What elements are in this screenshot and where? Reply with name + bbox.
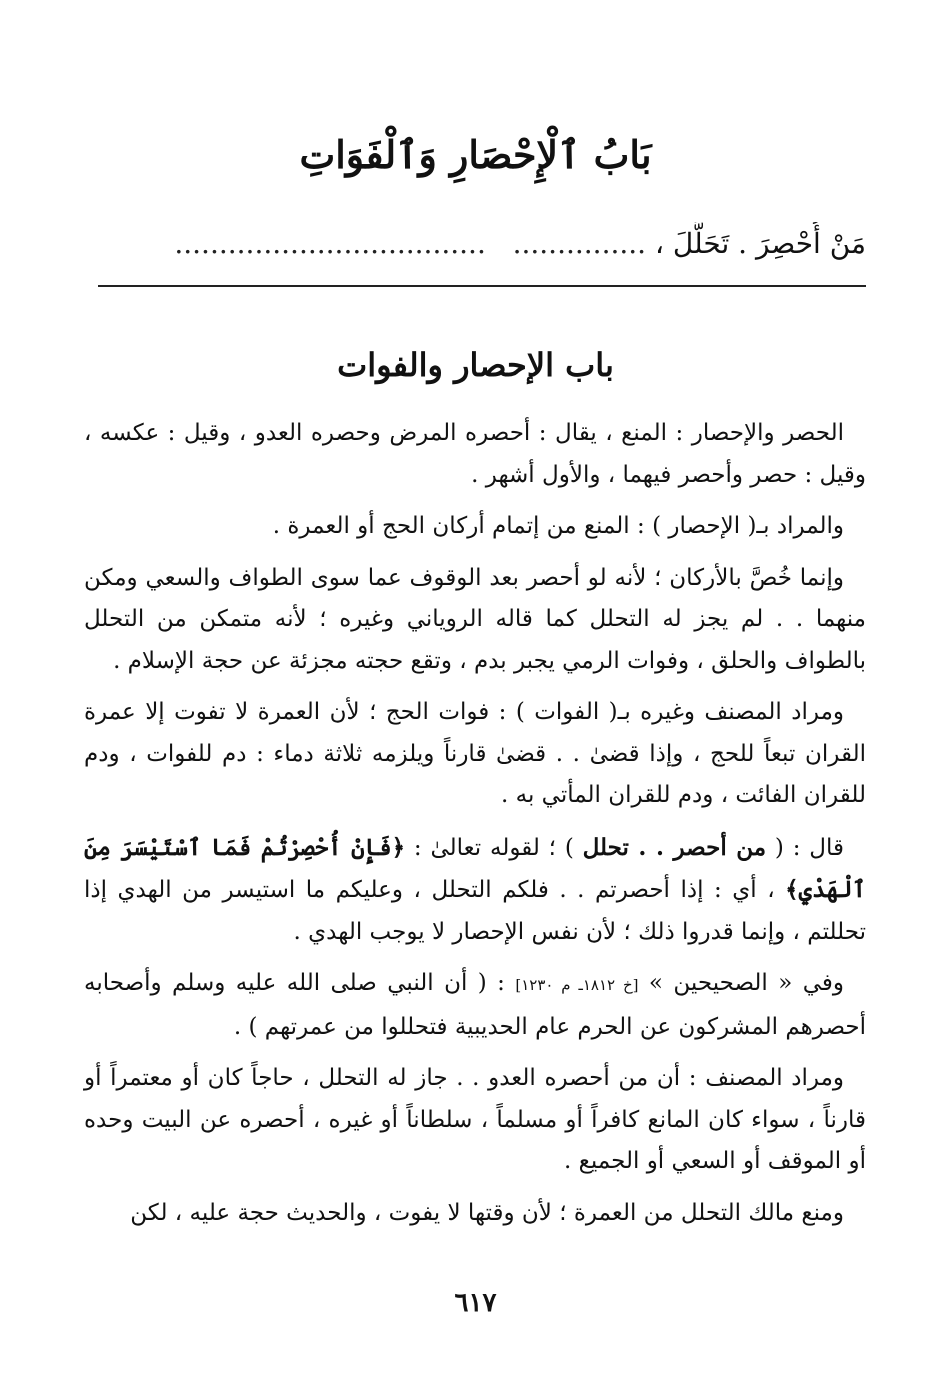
paragraph-6-intro: وفي « الصحيحين » (638, 970, 844, 996)
paragraph-6 (84, 963, 866, 1048)
quran-verse: ﴿فَإِنْ أُحْصِرْتُمْ فَمَا ٱسْتَيْسَرَ مِنَ ٱلْهَدْيِ﴾ (84, 833, 866, 903)
paragraph-8: ومنع مالك التحلل من العمرة ؛ لأن وقتها لا يفوت ، والحديث حجة عليه ، لكن (130, 1199, 844, 1226)
hadith-reference: [خ ١٨١٢ـ م ١٢٣٠] (515, 976, 639, 994)
paragraph-5-lead: ) ؛ لقوله تعالىٰ : (405, 834, 583, 861)
paragraph-7: ومراد المصنف : أن من أحصره العدو . . جاز له التحلل ، حاجاً كان أو معتمراً أو قارناً ، سواء كان المانع كافراً أو مسلماً ، سلطاناً أو غيره ، أحصره عن البيت وحده أو الموقف أو السعي أو الجميع . (84, 1065, 866, 1174)
matn-dots-1: ............... (512, 227, 647, 260)
paragraph-3: وإنما خُصَّ بالأركان ؛ لأنه لو أحصر بعد الوقوف عما سوى الطواف والسعي ومكن منهما . . لم يجز له التحلل كما قاله الروياني وغيره ؛ لأنه متمكن من التحلل بالطواف والحلق ، وفوات الرمي يجبر بدم ، وتقع حجته مجزئة عن حجة الإسلام . (84, 564, 866, 674)
matn-phrase-1: مَنْ أُحْصِرَ (755, 227, 866, 260)
paragraph-1: الحصر والإحصار : المنع ، يقال : أحصره المرض وحصره العدو ، وقيل : عكسه ، وقيل : حصر وأحصر فيهما ، والأول أشهر . (84, 420, 866, 488)
paragraph-4: ومراد المصنف وغيره بـ( الفوات ) : فوات الحج ؛ لأن العمرة لا تفوت إلا عمرة القران تبعاً للحج ، وإذا قضىٰ . . قضىٰ قارناً ويلزمه ثلاثة دماء : دم للفوات ، ودم للقران الفائت ، ودم للقران المأتي به . (84, 699, 866, 808)
matn-dots-2: ................................... (174, 227, 486, 260)
matn-separator-1: . (729, 227, 756, 260)
matn-text-line (86, 222, 866, 266)
chapter-title: بَابُ ٱلْإِحْصَارِ وَٱلْفَوَاتِ (299, 132, 652, 177)
paragraph-2: والمراد بـ( الإحصار ) : المنع من إتمام أركان الحج أو العمرة . (272, 513, 844, 539)
section-title: باب الإحصار والفوات (337, 346, 614, 384)
matn-phrase-2: تَحَلَّلَ (672, 227, 730, 260)
paragraph-5 (84, 827, 866, 954)
paragraph-5-rest: ، أي : إذا أحصرتم . . فلكم التحلل ، وعليكم ما استيسر من الهدي إذا تحللتم ، وإنما قدروا ذلك ؛ لأن نفس الإحصار لا يوجب الهدي . (84, 877, 866, 945)
page-number: ٦١٧ (454, 1288, 497, 1318)
matn-quote: من أحصر . . تحلل (582, 833, 767, 861)
paragraph-6-rest: : ( أن النبي صلى الله عليه وسلم وأصحابه أحصرهم المشركون عن الحرم عام الحديبية فتحللوا من عمرتهم ) . (84, 970, 866, 1040)
horizontal-divider (98, 285, 866, 287)
matn-separator-2: ، (646, 227, 673, 260)
paragraph-5-intro: قال : ( (766, 834, 844, 861)
commentary-body (84, 413, 866, 1244)
